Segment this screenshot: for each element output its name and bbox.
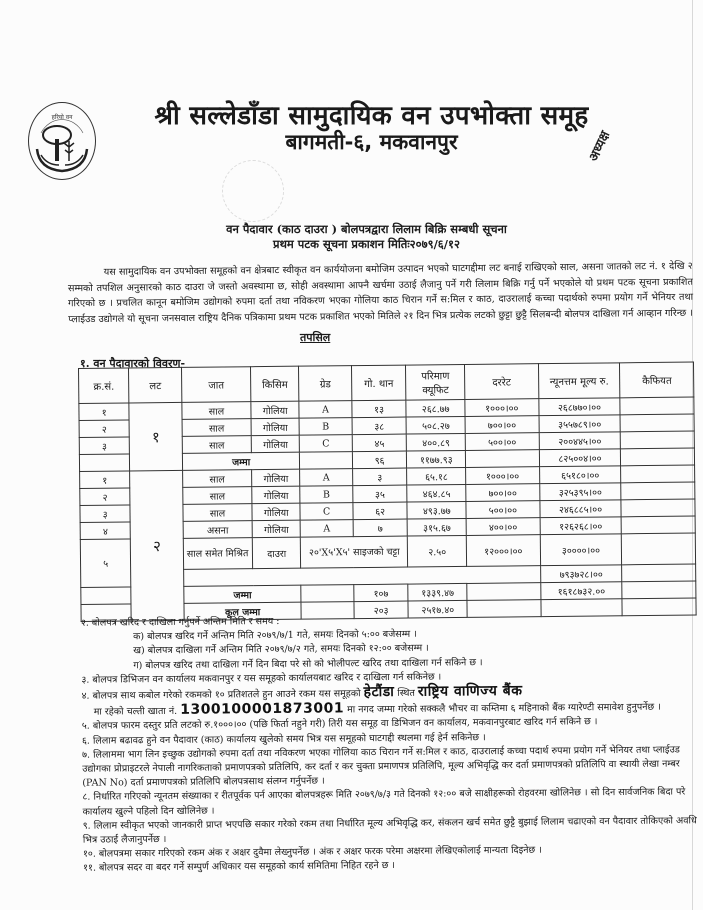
cell-volume: ४००.८९ xyxy=(407,433,466,451)
cell-rate: १०००।०० xyxy=(465,399,539,417)
cell-total-volume: १३३९.४७ xyxy=(408,583,467,601)
cell-logs: ३ xyxy=(352,468,407,486)
note-4-post: मा नगद जम्मा गरेको सक्कलै भौचर वा कम्तिमा ६ महिनाको बैंक ग्यारेण्टी समावेश हुनुपर्नेछ । xyxy=(347,701,661,716)
cell-grade: C xyxy=(300,435,353,453)
cell-type: गोलिया xyxy=(252,486,300,504)
cell-sn: २ xyxy=(79,420,130,438)
cell-empty xyxy=(622,564,696,582)
cell-empty xyxy=(621,448,695,466)
cell-sn: १ xyxy=(79,403,130,421)
cell-rate: ७००।०० xyxy=(466,484,540,502)
cell-volume: ३१५.६७ xyxy=(408,518,467,536)
cell-grand-total-label: कूल जम्मा xyxy=(184,602,302,620)
cell-type: गोलिया xyxy=(251,435,299,453)
cell-empty xyxy=(466,450,540,468)
cell-remarks xyxy=(621,482,695,500)
col-header-type: किसिम xyxy=(251,366,300,402)
cell-species: साल xyxy=(182,419,251,437)
cell-min-price: २००४४५।०० xyxy=(539,432,621,450)
section-title-forest-product: १. वन पैदावारको विवरण- xyxy=(80,357,186,370)
cell-grade: A xyxy=(300,469,353,487)
organization-address: बागमती-६, मकवानपुर xyxy=(285,130,458,154)
terms-and-conditions xyxy=(81,611,699,876)
cell-grade: B xyxy=(300,486,353,504)
cell-total-label: जम्मा xyxy=(182,452,300,470)
cell-sn: २ xyxy=(80,488,131,506)
cell-empty xyxy=(79,454,130,472)
cell-rate: ४००।०० xyxy=(466,518,540,536)
col-header-remarks: कैफियत xyxy=(620,362,694,398)
notice-title: वन पैदावार (काठ दाउरा ) बोलपत्रद्वारा लिलाम बिक्रि सम्बधी सूचना xyxy=(226,222,507,236)
schedule-heading: तपसिल xyxy=(300,331,331,344)
cell-logs: ७ xyxy=(353,519,408,537)
cell-total-price: ८२५००४।०० xyxy=(539,449,621,467)
cell-total-logs: १०७ xyxy=(354,584,409,602)
col-header-sn: क्र.सं. xyxy=(79,368,130,404)
cell-type: गोलिया xyxy=(252,469,300,487)
cell-empty xyxy=(301,585,354,603)
cell-grade: A xyxy=(300,520,353,538)
note-4-cont: मा रहेको चल्ती खाता नं. xyxy=(93,706,178,718)
note-3: ३. बोलपत्र डिभिजन वन कार्यालय मकवानपुर र यस समूहको कार्यालयबाट खरिद र दाखिला गर्न सकिनेछ । xyxy=(81,671,442,686)
cell-rate: १२०००।०० xyxy=(466,535,540,567)
cell-rate: ५००।०० xyxy=(466,501,540,519)
cell-size-description: २०'X५'X५' साइजको चट्टा xyxy=(301,536,408,568)
stamp-text: अध्यक्ष xyxy=(586,128,614,164)
note-10: १०. बोलपत्रमा सकार गरिएको रकम अंक र अक्षर दुवैमा लेख्नुपर्नेछ । अंक र अक्षर फरक परेमा अक्षरमा लेखिएकोलाई मान्यता दिइनेछ । xyxy=(82,844,542,860)
cell-total-volume: ११७७.९३ xyxy=(407,450,466,468)
note-4-mid: स्थित xyxy=(397,687,415,699)
organization-name: श्री सल्लेडाँडा सामुदायिक वन उपभोक्ता समूह xyxy=(154,101,589,131)
cell-species: साल xyxy=(183,504,252,522)
cell-min-price: १२६२६८।०० xyxy=(540,517,622,535)
cell-volume: २६८.७७ xyxy=(406,399,465,417)
notice-intro-paragraph: यस सामुदायिक वन उपभोक्ता समूहको वन क्षेत्रबाट स्वीकृत वन कार्ययोजना बमोजिम उत्पादन भएको घाटगद्दीमा लट बनाई राखिएको साल, असना जातको लट नं. १ देखि २ सम्मको तपशिल अनुसारको काठ दाउरा जे जस्तो अवस्थामा छ, सोही अवस्थामा आफ्नै खर्चमा उठाई लैजानु पर्ने गरी लिलाम बिक्रि गर्नु पर्ने भएकोले यो प्रथम पटक सूचना प्रकाशित गरिएको छ । प्रचलित कानून बमोजिम उद्योगको रुपमा दर्ता तथा नविकरण भएका गोलिया काठ चिरान गर्ने स:मिल र काठ, दाउरालाई कच्चा पदार्थको रुपमा प्रयोग गर्ने भेनियर तथा प्लाईउड उद्योगले यो सूचना जनसवाल राष्ट्रिय दैनिक पत्रिकामा प्रथम पटक प्रकाशित भएको मितिले २१ दिन भित्र प्रत्येक लटको छुट्टा छुट्टै सिलबन्दी बोलपत्र दाखिला गर्न आव्हान गरिन्छ । xyxy=(67,260,694,326)
cell-total-label: जम्मा xyxy=(184,585,302,603)
cell-total-price: १६१८७३२.०० xyxy=(540,582,622,600)
cell-volume: ४६४.८५ xyxy=(407,484,466,502)
note-4-pre: ४. बोलपत्र साथ कबोल गरेको रकमको १० प्रतिशतले हुन आउने रकम यस समूहको xyxy=(81,688,361,702)
cell-volume: २.५० xyxy=(408,535,467,567)
cell-logs: ४५ xyxy=(352,434,407,452)
note-2-heading: २. बोलपत्र खरिद र दाखिला गर्नुपर्ने अन्तिम मिति र समय : xyxy=(80,615,280,629)
note-4 xyxy=(81,682,697,720)
cell-grade: A xyxy=(299,401,352,419)
cell-species: साल xyxy=(182,436,251,454)
cell-species: साल xyxy=(182,402,251,420)
cell-type: गोलिया xyxy=(251,401,299,419)
cell-grade: C xyxy=(300,503,353,521)
svg-text:हरियो वन: हरियो वन xyxy=(51,114,73,121)
cell-sn: ५ xyxy=(80,539,131,588)
cell-empty xyxy=(622,581,696,599)
cell-logs: ३५ xyxy=(353,485,408,503)
cell-grand-total-volume: २५१७.४० xyxy=(408,600,467,618)
col-header-grade: ग्रेड xyxy=(299,366,352,402)
cell-species: असना xyxy=(183,521,252,539)
cell-remarks xyxy=(621,431,695,449)
cell-rate: ५००।०० xyxy=(465,433,539,451)
cell-species: साल xyxy=(182,470,251,488)
note-6: ६. लिलाम बढावढ हुने वन पैदावार (काठ) कार्यालय खुलेको समय भित्र यस समूहको घाटगद्दी स्थलमा गई हेर्न सकिनेछ । xyxy=(81,731,486,747)
cell-logs: ६२ xyxy=(353,502,408,520)
col-header-volume: परिमाण क्यूफिट xyxy=(406,364,465,400)
cell-min-price: ६५१८०।०० xyxy=(539,466,621,484)
col-header-rate: दररेट xyxy=(465,364,539,400)
col-header-logs: गो. थान xyxy=(351,365,406,401)
cell-subtotal-price: ७९३७२८।०० xyxy=(540,565,622,583)
cell-logs: ३८ xyxy=(352,417,407,435)
cell-type: गोलिया xyxy=(251,418,299,436)
note-11: ११. बोलपत्र सदर वा बदर गर्ने सम्पुर्ण अधिकार यस समूहको कार्य समितिमा निहित रहने छ । xyxy=(83,860,396,875)
cell-remarks xyxy=(622,533,696,565)
cell-remarks xyxy=(621,465,695,483)
handwritten-branch: हेटौंडा xyxy=(363,683,395,701)
cell-remarks xyxy=(621,414,695,432)
note-2a: क) बोलपत्र खरिद गर्ने अन्तिम मिति २०७९/७/1 गते, समयः दिनको ५:०० बजेसम्म । xyxy=(133,628,417,643)
note-2b: ख) बोलपत्र दाखिला गर्ने अन्तिम मिति २०७९/७/२ गते, समयः दिनको १२:०० बजेसम्म । xyxy=(133,643,429,657)
cell-min-price: ३००००।०० xyxy=(540,534,622,566)
note-9: ९. लिलाम स्वीकृत भएको जानकारी प्राप्त भएपछि सकार गरेको रकम तथा निर्धारित मूल्य अभिवृद्धि कर, संकलन खर्च समेत छुट्टै बुझाई लिलाम चढाएको वन पैदावार तोकिएको अवधि भित्र उठाई लैजानुपर्नेछ । xyxy=(82,815,697,846)
cell-remarks xyxy=(622,516,696,534)
cell-remarks xyxy=(620,397,694,415)
cell-type: दाउरा xyxy=(252,537,301,569)
forest-product-table xyxy=(78,362,697,622)
cell-sn: ३ xyxy=(80,505,131,523)
cell-min-price: ३५५७८९।०० xyxy=(539,415,621,433)
cell-lot-number: २ xyxy=(130,470,184,621)
col-header-min-price: न्यूनत्तम मूल्य रु. xyxy=(538,363,620,399)
cell-type: गोलिया xyxy=(252,520,300,538)
cell-grade: B xyxy=(299,418,352,436)
handwritten-account-number: 1300100001873001 xyxy=(180,700,345,719)
cell-min-price: ३२५३९५।०० xyxy=(539,483,621,501)
cell-species: साल xyxy=(183,487,252,505)
note-2c: ग) बोलपत्र खरिद तथा दाखिला गर्ने दिन बिदा परे सो को भोलीपल्ट खरिद तथा दाखिला गर्न सकिने छ । xyxy=(133,656,483,671)
cell-sn: १ xyxy=(80,471,131,489)
cell-logs: १३ xyxy=(352,400,407,418)
cell-empty xyxy=(467,583,541,601)
cell-rate: १०००।०० xyxy=(466,467,540,485)
cell-volume: ६५.१८ xyxy=(407,467,466,485)
cell-lot-number: १ xyxy=(129,402,182,471)
cell-min-price: २४६८८५।०० xyxy=(540,500,622,518)
note-7: ७. लिलाममा भाग लिन इच्छुक उद्योगको रुपमा दर्ता तथा नविकरण भएका गोलिया काठ चिरान गर्ने स:मिल र काठ, दाउरालाई कच्चा पदार्थ रुपमा प्रयोग गर्ने भेनियर तथा प्लाईउड उद्योगका प्रोप्राइटरले नेपाली नागरिकताको प्रमाणपत्रको प्रतिलिपि, कर दर्ता र कर चुक्ता प्रमाणपत्र प्रतिलिपि, मूल्य अभिवृद्धि कर दर्ता प्रमाणपत्रको प्रतिलिपि वा स्थायी लेखा नम्बर (PAN No) दर्ता प्रमाणपत्रको प्रतिलिपि बोलपत्रसाथ संलग्न गर्नुपर्नेछ । xyxy=(82,744,680,789)
col-header-lot: लट xyxy=(129,367,182,403)
cell-volume: ५०८.२७ xyxy=(406,416,465,434)
note-5: ५. बोलपत्र फारम दस्तुर प्रति लटको रु.१०००।०० (पछि फिर्ता नहुने गरी) तिरी यस समूह वा डिभिजन वन कार्यालय, मकवानपुरबाट खरिद गर्न सकिने छ । xyxy=(81,716,598,733)
cell-sn: ४ xyxy=(80,522,131,540)
faint-seal-stamp xyxy=(222,160,284,222)
cell-volume: ४९३.७७ xyxy=(407,501,466,519)
notice-publish-date: प्रथम पटक सूचना प्रकाशन मितिः२०७९/६/१२ xyxy=(273,237,460,251)
cell-empty xyxy=(300,452,353,470)
cell-sn: ३ xyxy=(79,437,130,455)
cell-total-logs: ९६ xyxy=(352,451,407,469)
cell-remarks xyxy=(621,499,695,517)
handwritten-bank-name: राष्ट्रिय वाणिज्य बैंक xyxy=(417,682,523,700)
cell-empty xyxy=(81,587,132,605)
note-8: ८. निर्धारित गरिएको न्यूनतम संख्याका र रीतपूर्वक पर्न आएका बोलपत्रहरू मिति २०७९/७/३ गते दिनको १२:०० बजे साक्षीहरूको रोहवरमा खोलिनेछ । सो दिन सार्वजनिक बिदा परे कार्यालय खुल्ने पहिलो दिन खोलिनेछ । xyxy=(82,786,686,818)
col-header-species: जात xyxy=(181,367,251,403)
cell-type: गोलिया xyxy=(252,503,300,521)
cell-grand-total-logs: २०३ xyxy=(354,601,409,619)
cell-rate: ७००।०० xyxy=(465,416,539,434)
cell-min-price: २६८७७०।०० xyxy=(538,398,620,416)
cell-species: साल समेत मिश्रित xyxy=(183,538,253,570)
